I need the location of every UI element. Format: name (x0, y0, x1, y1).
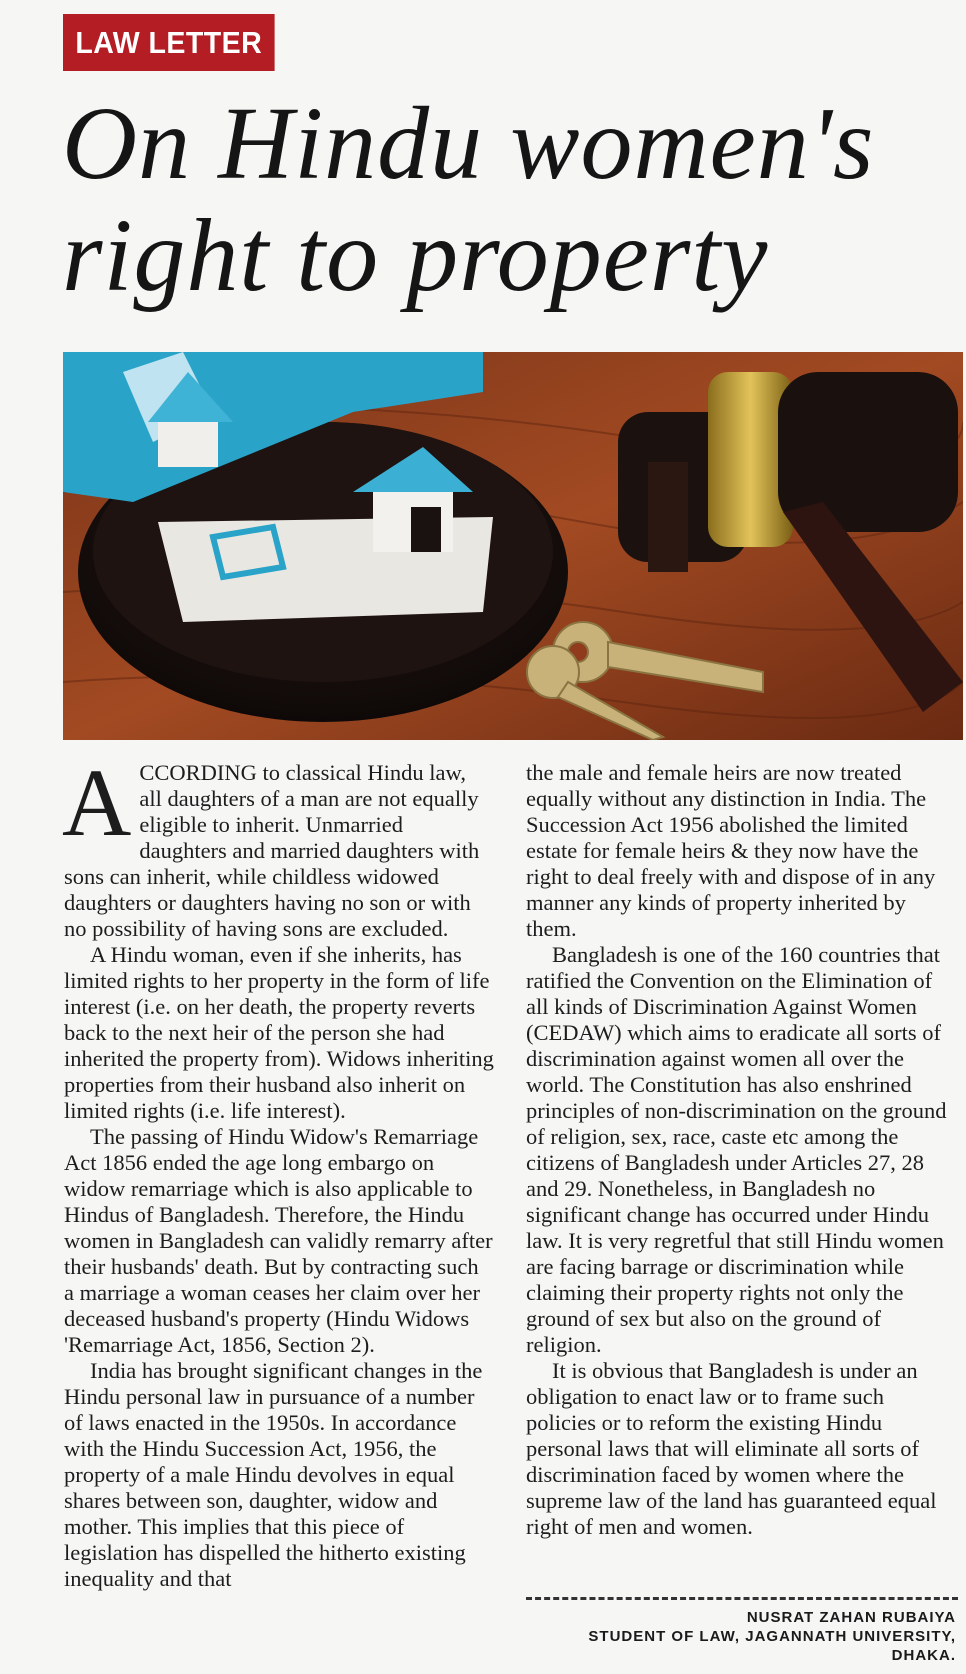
article-paragraph: The passing of Hindu Widow's Remarriage Act 1856 ended the age long embargo on widow remarriage which is also applicable to Hindus of Bangladesh. Therefore, the Hindu women in Bangladesh can validly remarry after their husbands' death. But by contracting such a marriage a woman ceases her claim over her deceased husband's property (Hindu Widows 'Remarriage Act, 1856, Section 2). (64, 1124, 493, 1357)
article-paragraph: Bangladesh is one of the 160 countries that ratified the Convention on the Elimination of all kinds of Discrimination Against Women (CEDAW) which aims to eradicate all sorts of discrimination against women all over the world. The Constitution has also enshrined principles of non-discrimination on the ground of religion, sex, race, caste etc among the citizens of Bangladesh under Articles 27, 28 and 29. Nonetheless, in Bangladesh no significant change has occurred under Hindu law. It is very regretful that still Hindu women are facing barrage or discrimination while claiming their property rights not only the ground of sex but also on the ground of religion. (526, 942, 947, 1357)
author-city: DHAKA. (891, 1647, 956, 1664)
article-paragraph: It is obvious that Bangladesh is under an obligation to enact law or to frame such policies or to reform the existing Hindu personal laws that will eliminate all sorts of discrimination faced by women where the supreme law of the land has guaranteed equal right of men and women. (526, 1358, 937, 1539)
byline (516, 1608, 956, 1665)
paragraph-text: CCORDING to classical Hindu law, all daughters of a man are not equally eligible to inherit. Unmarried daughters and married daughters with sons can inherit, while childless widowed daughters or daughters having no son or with no possibility of having sons are excluded. (64, 760, 480, 941)
article-paragraph (62, 749, 494, 942)
byline-divider (526, 1597, 958, 1600)
author-affiliation: STUDENT OF LAW, JAGANNATH UNIVERSITY, (588, 1628, 956, 1645)
headline-line-1: On Hindu women's (62, 86, 875, 201)
article-column-left (62, 749, 494, 1592)
article-column-right (526, 760, 958, 1540)
headline (62, 88, 942, 312)
drop-cap: A (62, 749, 132, 856)
headline-line-2: right to property (62, 198, 769, 313)
hero-image (63, 352, 963, 740)
article-paragraph: India has brought significant changes in the Hindu personal law in pursuance of a number of laws enacted in the 1950s. In accordance with the Hindu Succession Act, 1956, the property of a male Hindu devolves in equal shares between son, daughter, widow and mother. This implies that this piece of legislation has dispelled the hitherto existing inequality and that (64, 1358, 483, 1591)
article-paragraph: A Hindu woman, even if she inherits, has limited rights to her property in the form of life interest (i.e. on her death, the property reverts back to the next heir of the person she had inherited the property from). Widows inheriting properties from their husband also inherit on limited rights (i.e. life interest). (64, 942, 494, 1123)
article-paragraph: the male and female heirs are now treated equally without any distinction in India. The Succession Act 1956 abolished the limited estate for female heirs & they now have the right to deal freely with and dispose of in any manner any kinds of property inherited by them. (526, 760, 936, 941)
house-gavel-keys-illustration (63, 352, 963, 740)
section-label: LAW LETTER (63, 14, 275, 71)
author-name: NUSRAT ZAHAN RUBAIYA (746, 1609, 956, 1626)
